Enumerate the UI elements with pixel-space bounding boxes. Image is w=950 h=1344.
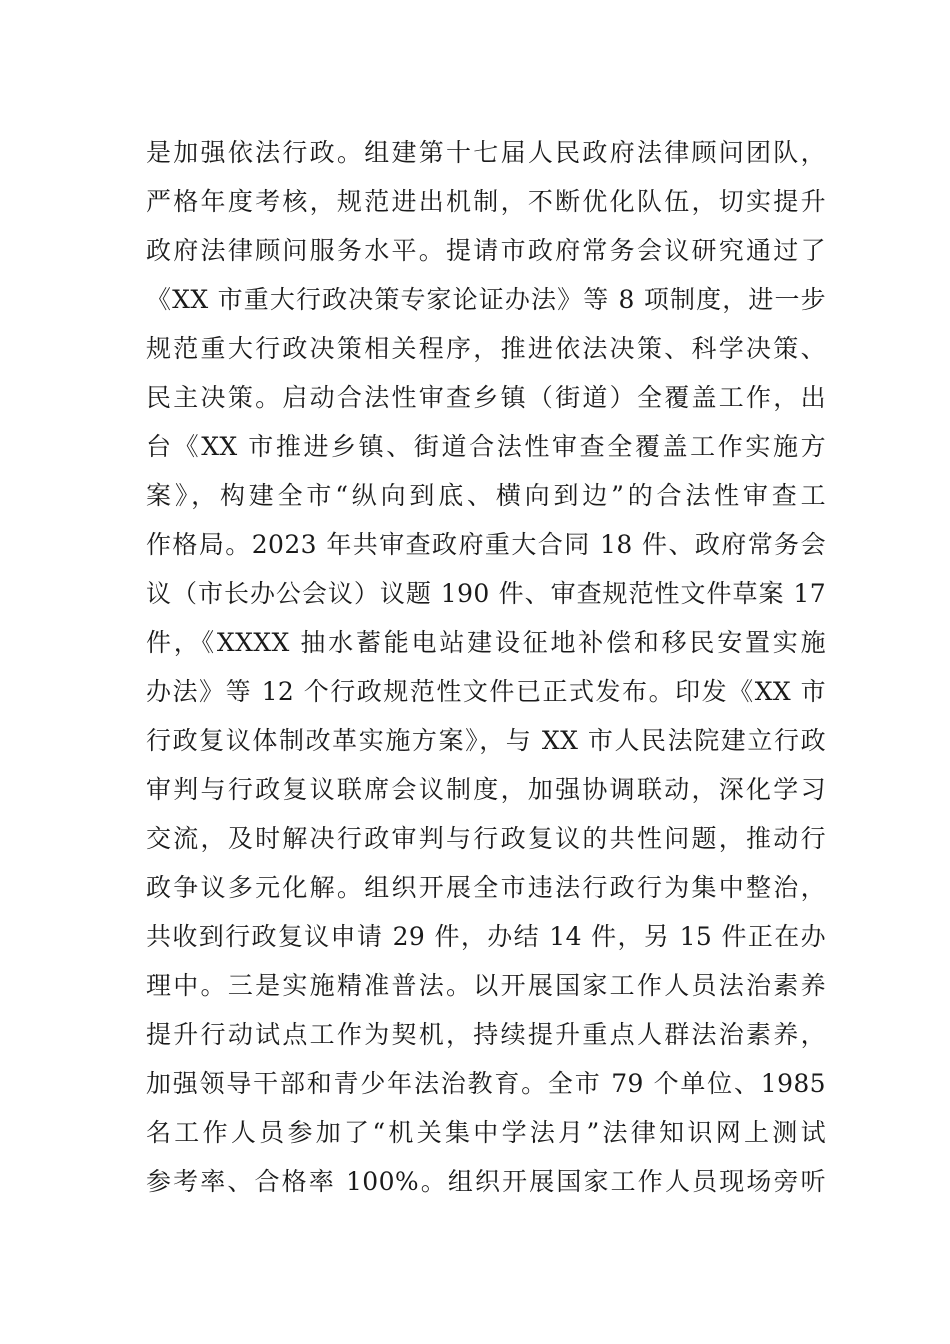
text-line: 办法》等 12 个行政规范性文件已正式发布。印发《XX 市 xyxy=(146,677,826,706)
text-line: 理中。三是实施精准普法。以开展国家工作人员法治素养 xyxy=(146,971,826,1000)
text-line: 交流，及时解决行政审判与行政复议的共性问题，推动行 xyxy=(146,824,826,853)
text-line: 行政复议体制改革实施方案》，与 XX 市人民法院建立行政 xyxy=(146,726,826,755)
text-line: 严格年度考核，规范进出机制，不断优化队伍，切实提升 xyxy=(146,187,826,216)
text-line: 规范重大行政决策相关程序，推进依法决策、科学决策、 xyxy=(146,334,826,363)
text-line: 名工作人员参加了“机关集中学法月”法律知识网上测试 xyxy=(146,1118,826,1147)
text-line: 审判与行政复议联席会议制度，加强协调联动，深化学习 xyxy=(146,775,826,804)
text-line: 台《XX 市推进乡镇、街道合法性审查全覆盖工作实施方 xyxy=(146,432,826,461)
text-line: 参考率、合格率 100%。组织开展国家工作人员现场旁听 xyxy=(146,1167,826,1196)
body-text xyxy=(146,128,826,1206)
text-line: 政府法律顾问服务水平。提请市政府常务会议研究通过了 xyxy=(146,236,826,265)
text-line: 《XX 市重大行政决策专家论证办法》等 8 项制度，进一步 xyxy=(146,285,826,314)
text-line: 民主决策。启动合法性审查乡镇（街道）全覆盖工作，出 xyxy=(146,383,826,412)
text-line: 是加强依法行政。组建第十七届人民政府法律顾问团队， xyxy=(146,138,826,167)
text-line: 加强领导干部和青少年法治教育。全市 79 个单位、1985 xyxy=(146,1069,826,1098)
text-line: 议（市长办公会议）议题 190 件、审查规范性文件草案 17 xyxy=(146,579,826,608)
text-line: 政争议多元化解。组织开展全市违法行政行为集中整治， xyxy=(146,873,826,902)
text-line: 作格局。2023 年共审查政府重大合同 18 件、政府常务会 xyxy=(146,530,826,559)
text-line: 案》，构建全市“纵向到底、横向到边”的合法性审查工 xyxy=(146,481,826,510)
text-line: 件，《XXXX 抽水蓄能电站建设征地补偿和移民安置实施 xyxy=(146,628,826,657)
text-line: 提升行动试点工作为契机，持续提升重点人群法治素养， xyxy=(146,1020,826,1049)
text-line: 共收到行政复议申请 29 件，办结 14 件，另 15 件正在办 xyxy=(146,922,826,951)
